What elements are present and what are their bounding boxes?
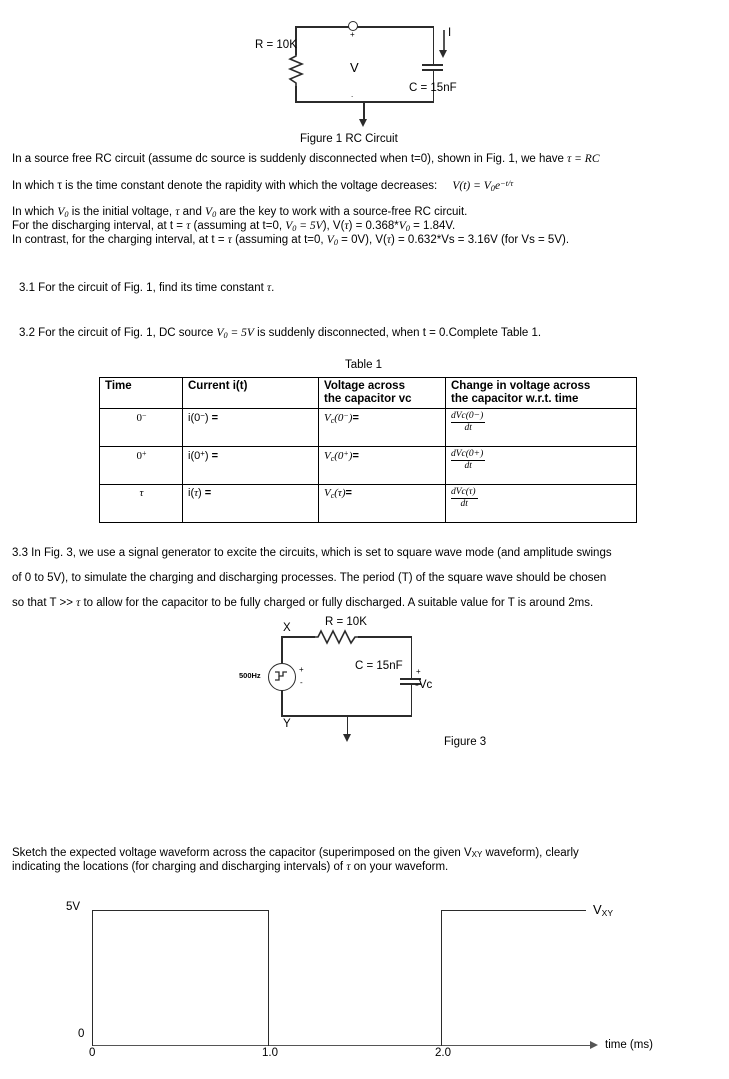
waveform-falling-edge-t1 [268, 910, 269, 1046]
waveform-time-axis-arrow [590, 1041, 598, 1049]
derivative-numerator: dVc(0+) [451, 449, 484, 459]
cell-derivative [446, 447, 637, 485]
table-header-voltage [319, 378, 446, 409]
waveform-x-axis-title: time (ms) [605, 1039, 653, 1051]
waveform-y-label-zero: 0 [78, 1028, 85, 1040]
fig1-plus-sign: + [350, 30, 355, 39]
fig3-square-wave-icon [274, 669, 288, 683]
fig1-resistor-symbol [288, 53, 304, 88]
waveform-x-label-1: 1.0 [262, 1047, 278, 1059]
table-header-change-line1: Change in voltage across [451, 380, 591, 392]
fig3-left-wire-upper [281, 636, 283, 663]
question-3-3-line-3: so that T >> τ to allow for the capacitor to be fully charged or fully discharged. A suitable value for T is around 2ms. [12, 597, 594, 609]
derivative-denominator: dt [460, 499, 468, 509]
waveform-high-level-pulse-1 [92, 910, 269, 911]
figure-1-caption: Figure 1 RC Circuit [300, 133, 398, 145]
fig1-right-wire-upper [433, 26, 435, 64]
fig1-current-arrow-head [439, 50, 447, 58]
fig3-source-plus-label: + [299, 665, 304, 674]
table-header-voltage-line1: Voltage across [324, 380, 405, 392]
cell-voltage: $V_c(0^-)=$ [319, 409, 446, 447]
question-3-2: 3.2 For the circuit of Fig. 1, DC source $V_0 = 5V$ is suddenly disconnected, when t = 0.Complete Table 1. [19, 327, 542, 341]
waveform-trace-label [593, 902, 613, 918]
fig1-minus-sign: . [351, 90, 354, 99]
intro-line-2 [12, 177, 513, 196]
cell-current: i(τ) = [183, 485, 319, 523]
question-3-1: 3.1 For the circuit of Fig. 1, find its time constant τ. [19, 282, 275, 294]
fig3-source-frequency-label: 500Hz [239, 671, 261, 680]
fig3-capacitor-vc-label: -Vc [415, 679, 433, 691]
cell-derivative [446, 409, 637, 447]
fig1-voltage-label: V [350, 60, 359, 75]
waveform-trace-label-sub: XY [601, 908, 614, 919]
fig1-left-wire-lower [295, 86, 297, 102]
intro-line-5: In contrast, for the charging interval, at t = τ (assuming at t=0, $V_0 = 0V$), V(τ) = 0.632*Vs = 3.16V (for Vs = 5V). [12, 234, 570, 248]
intro-line-1-equation: τ = RC [567, 153, 600, 165]
table-header-change-line2: the capacitor w.r.t. time [451, 393, 579, 405]
intro-line-4: For the discharging interval, at t = τ (assuming at t=0, $V_0 = 5V$), $V(\tau) = 0.368*V_0 = 1.84V$. [12, 220, 456, 234]
table-header-current: Current i(t) [183, 378, 319, 409]
figure-3-rc-circuit [0, 615, 729, 760]
fig1-resistor-label: R = 10K [255, 39, 297, 51]
waveform-rising-edge-t2 [441, 910, 442, 1046]
fig3-capacitor-label: C = 15nF [355, 660, 403, 672]
derivative-denominator: dt [464, 423, 472, 433]
table-1-caption: Table 1 [345, 359, 383, 371]
intro-line-1 [12, 152, 600, 166]
intro-line-1-text: In a source free RC circuit (assume dc source is suddenly disconnected when t=0), shown in Fig. 1, we have [12, 153, 568, 165]
waveform-x-label-2: 2.0 [435, 1047, 451, 1059]
question-3-3-line-2: of 0 to 5V), to simulate the charging and discharging processes. The period (T) of the square wave should be chosen [12, 572, 607, 584]
fig3-source-minus-label: - [300, 678, 303, 687]
fig3-right-wire-upper [411, 636, 413, 678]
waveform-high-level-pulse-2 [441, 910, 586, 911]
fig3-resistor-symbol [314, 629, 359, 645]
sketch-instruction-line-1-a: Sketch the expected voltage waveform across the capacitor (superimposed on the given V [12, 847, 472, 859]
table-row [100, 447, 637, 485]
fig3-capacitor-plus-label: + [416, 667, 421, 676]
waveform-time-axis [92, 1045, 592, 1046]
cell-current: i(0−) = [183, 409, 319, 447]
table-header-voltage-line2: the capacitor vc [324, 393, 412, 405]
fig3-node-x-label: X [283, 622, 291, 634]
vxy-waveform-chart [0, 890, 729, 1079]
cell-current: i(0+) = [183, 447, 319, 485]
intro-line-2-text: In which τ is the time constant denote the rapidity with which the voltage decreases: [12, 180, 438, 193]
derivative-fraction [451, 411, 485, 434]
derivative-numerator: dVc(0−) [451, 411, 484, 421]
fig1-current-arrow-shaft [443, 30, 445, 52]
sketch-instruction-vxy-sub: XY [471, 849, 483, 859]
table-header-change [446, 378, 637, 409]
table-header-row [100, 378, 637, 409]
question-3-3-line-1: 3.3 In Fig. 3, we use a signal generator to excite the circuits, which is set to square wave mode (and amplitude swings [12, 547, 612, 559]
cell-time: 0− [100, 409, 183, 447]
sketch-instruction-line-2: indicating the locations (for charging and discharging intervals) of τ on your waveform. [12, 861, 449, 873]
cell-derivative [446, 485, 637, 523]
fig3-resistor-label: R = 10K [325, 616, 367, 628]
cell-voltage: $V_c(0^+)=$ [319, 447, 446, 485]
derivative-fraction [451, 449, 485, 472]
intro-line-3: In which $V_0$ is the initial voltage, τ and $V_0$ are the key to work with a source-free RC circuit. [12, 206, 468, 220]
table-row [100, 409, 637, 447]
fig3-ground-arrow-head [343, 734, 351, 742]
waveform-x-label-0: 0 [89, 1047, 96, 1059]
cell-voltage: $V_c(\tau)=$ [319, 485, 446, 523]
figure-1-rc-circuit [0, 0, 729, 145]
fig3-right-wire-lower [411, 685, 413, 716]
fig1-ground-arrow-head [359, 119, 367, 127]
fig3-node-y-label: Y [283, 718, 291, 730]
intro-line-2-equation: $V(t) = V_0e^{-t/\tau}$ [452, 179, 514, 194]
figure-3-caption: Figure 3 [444, 736, 487, 748]
sketch-instruction-line-1-b: waveform), clearly [482, 847, 579, 859]
derivative-numerator: dVc(τ) [451, 487, 476, 497]
fig1-capacitor-plate-bottom [422, 69, 443, 71]
waveform-rising-edge-t0 [92, 910, 93, 1046]
fig3-top-wire-left [281, 636, 315, 638]
fig1-capacitor-plate-top [422, 64, 443, 66]
table-row [100, 485, 637, 523]
cell-time: τ [100, 485, 183, 523]
derivative-denominator: dt [464, 461, 472, 471]
fig1-current-label: I [448, 27, 452, 39]
waveform-y-label-5v: 5V [66, 901, 81, 913]
fig3-top-wire-right [358, 636, 411, 638]
cell-time: 0+ [100, 447, 183, 485]
fig1-capacitor-label: C = 15nF [409, 82, 457, 94]
fig3-left-wire-lower [281, 688, 283, 716]
table-header-time: Time [100, 378, 183, 409]
table-1 [99, 377, 637, 523]
waveform-trace-label-main: V [593, 902, 602, 917]
fig1-top-wire [295, 26, 434, 28]
derivative-fraction [451, 487, 478, 510]
